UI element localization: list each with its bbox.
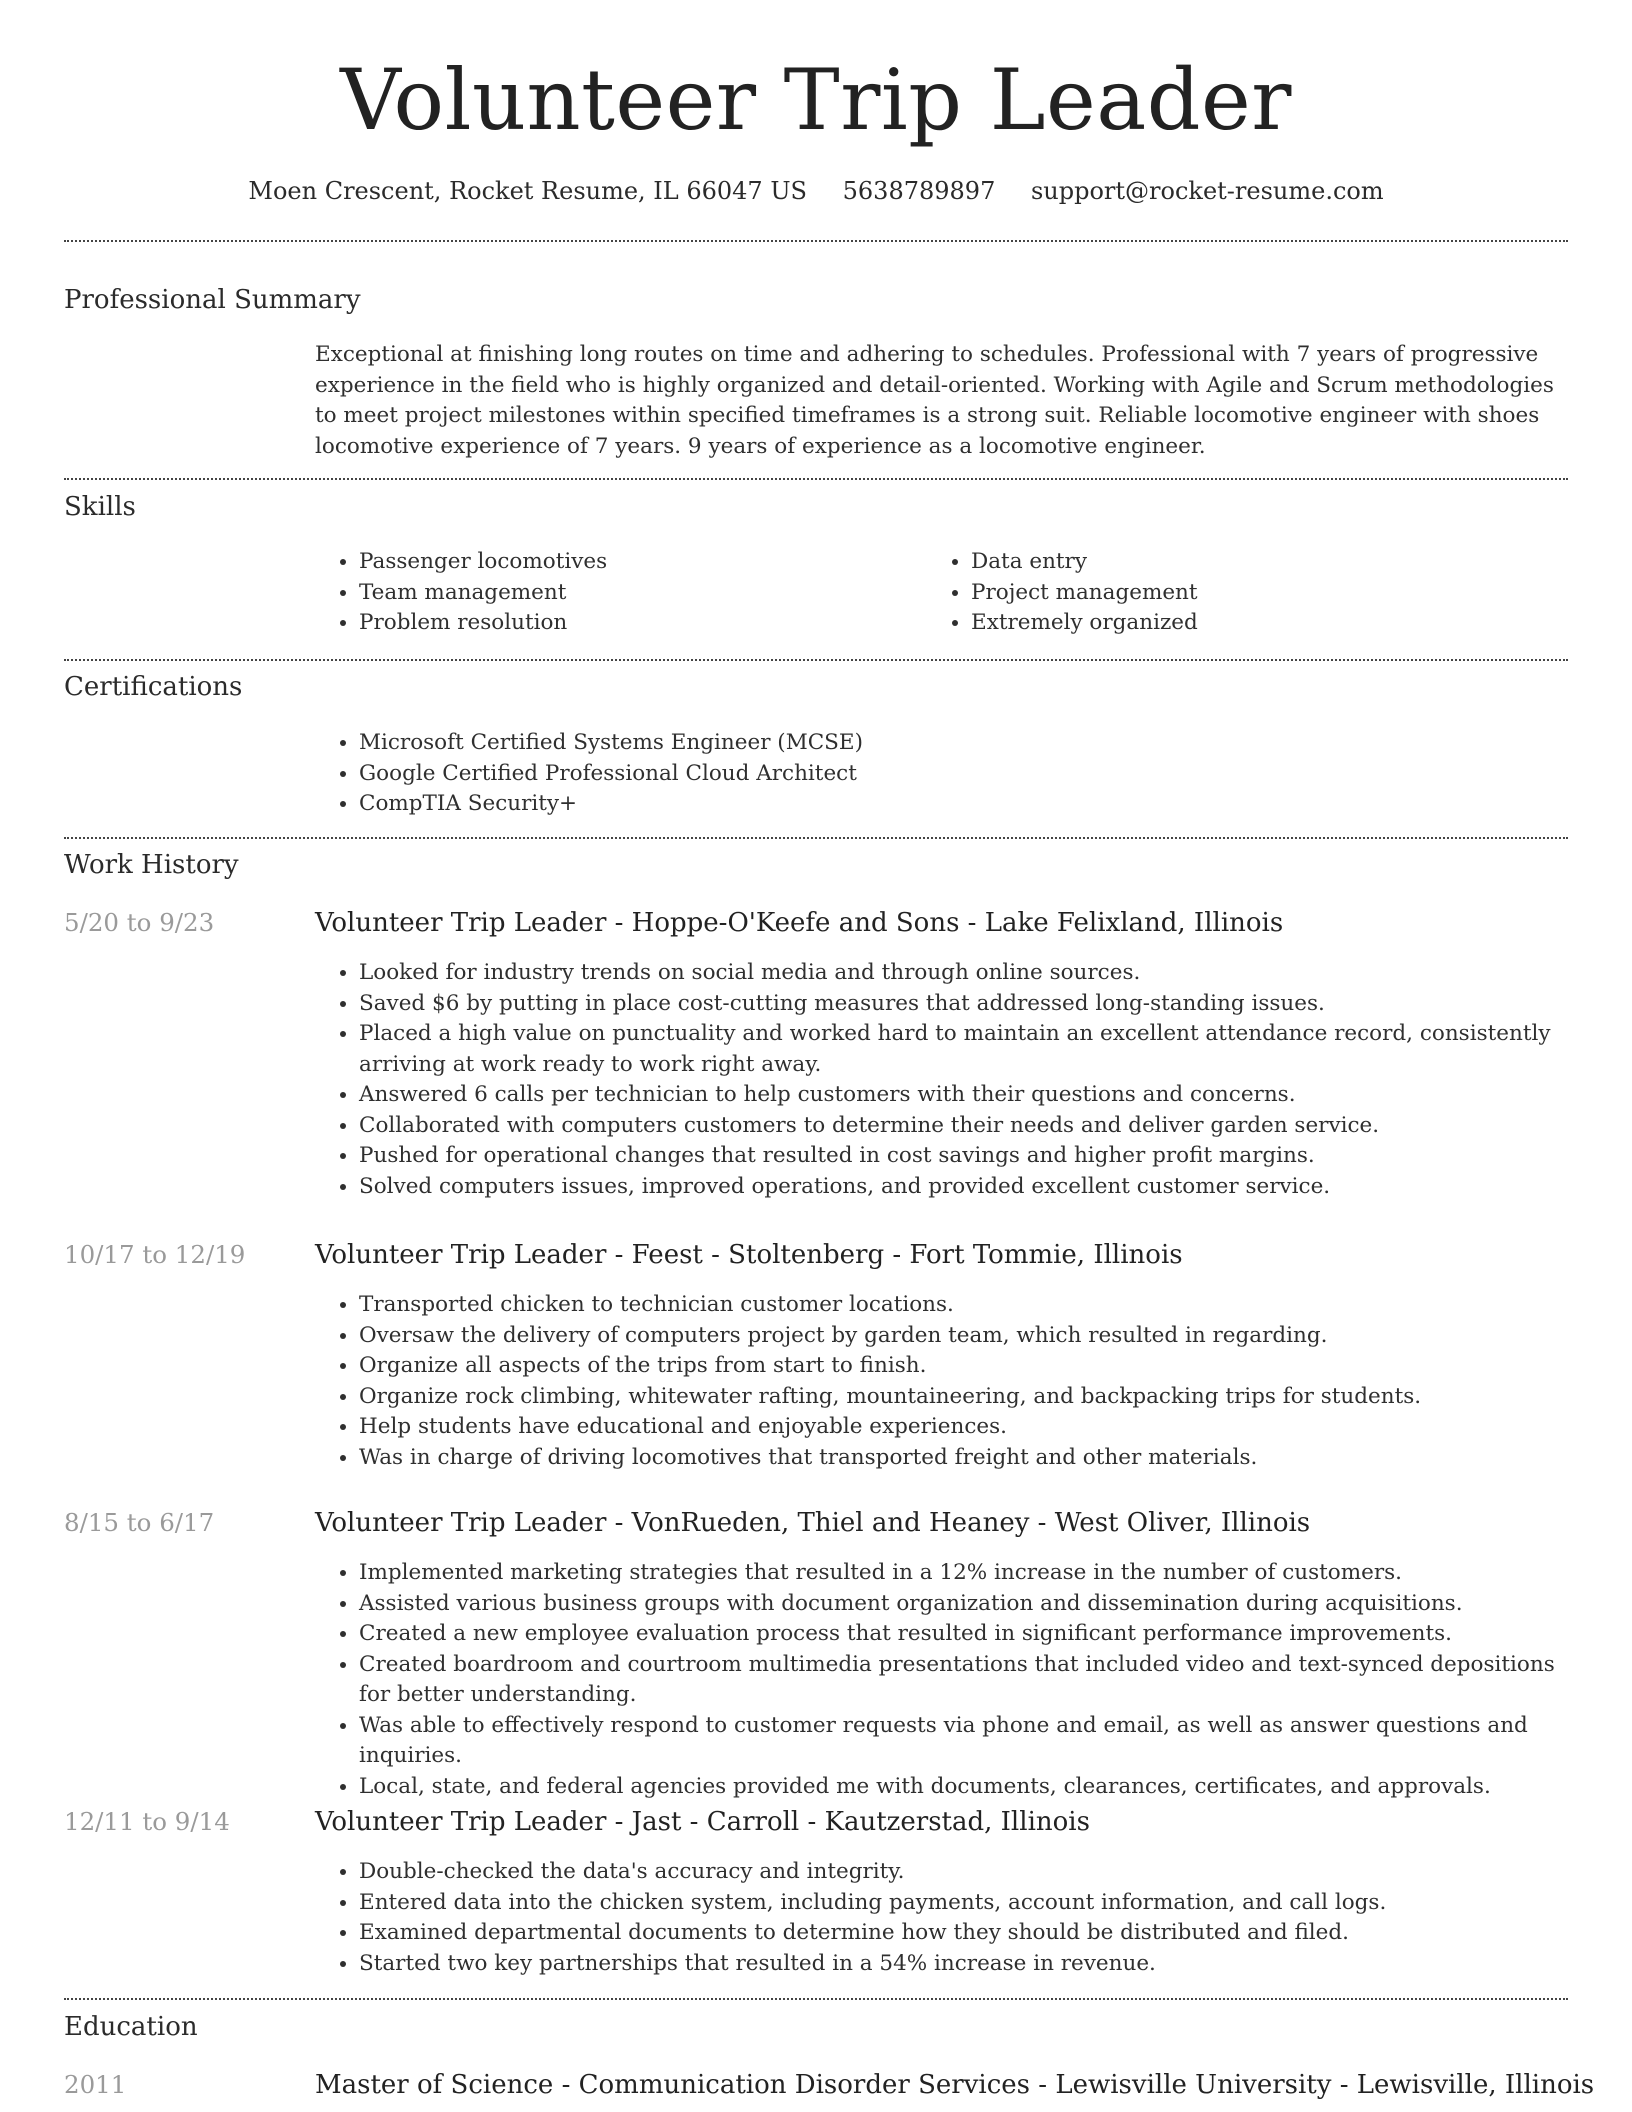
skill-item: • Problem resolution bbox=[359, 608, 607, 639]
job-bullets bbox=[315, 1857, 1569, 1979]
summary-text: Exceptional at finishing long routes on time and adhering to schedules. Professional with 7 years of progressive experience in the field who is highly organized and detail-oriented. Working with Agile and Scrum methodologies to meet project milestones within specified timeframes is a strong suit. Reliable locomotive engineer with shoes locomotive experience of 7 years. 9 years of experience as a locomotive engineer. bbox=[315, 342, 1554, 459]
certification-item: • Google Certified Professional Cloud Architect bbox=[359, 759, 863, 790]
certifications-heading: Certifications bbox=[64, 672, 243, 702]
job-bullet: • Implemented marketing strategies that resulted in a 12% increase in the number of customers. bbox=[359, 1558, 1569, 1589]
skills-heading: Skills bbox=[64, 492, 136, 522]
job-title: Volunteer Trip Leader - Jast - Carroll - Kautzerstad, Illinois bbox=[315, 1807, 1090, 1837]
job-bullet: • Assisted various business groups with document organization and dissemination during acquisitions. bbox=[359, 1589, 1569, 1620]
job-bullet: • Started two key partnerships that resulted in a 54% increase in revenue. bbox=[359, 1949, 1569, 1980]
job-dates: 8/15 to 6/17 bbox=[64, 1508, 215, 1537]
job-bullets bbox=[315, 958, 1569, 1202]
job-bullet: • Was in charge of driving locomotives that transported freight and other materials. bbox=[359, 1443, 1569, 1474]
job-bullet: • Double-checked the data's accuracy and integrity. bbox=[359, 1857, 1569, 1888]
job-dates: 10/17 to 12/19 bbox=[64, 1240, 246, 1269]
education-title: Master of Science - Communication Disorder Services - Lewisville University - Lewisville, Illinois bbox=[315, 2070, 1595, 2100]
education-heading: Education bbox=[64, 2012, 198, 2042]
skill-item: • Project management bbox=[971, 578, 1198, 609]
skills-list-right bbox=[927, 547, 1198, 639]
section-divider bbox=[64, 1998, 1568, 2000]
job-bullet: • Oversaw the delivery of computers project by garden team, which resulted in regarding. bbox=[359, 1321, 1569, 1352]
certifications-list bbox=[315, 728, 863, 820]
job-bullet: • Was able to effectively respond to customer requests via phone and email, as well as answer questions and inquiries. bbox=[359, 1711, 1569, 1772]
job-bullet: • Saved $6 by putting in place cost-cutting measures that addressed long-standing issues. bbox=[359, 989, 1569, 1020]
job-title: Volunteer Trip Leader - Feest - Stoltenberg - Fort Tommie, Illinois bbox=[315, 1240, 1183, 1270]
section-divider bbox=[64, 659, 1568, 661]
job-bullet: • Local, state, and federal agencies provided me with documents, clearances, certificates, and approvals. bbox=[359, 1772, 1569, 1803]
section-divider bbox=[64, 478, 1568, 480]
contact-line bbox=[0, 174, 1632, 208]
skill-item: • Passenger locomotives bbox=[359, 547, 607, 578]
job-bullet: • Help students have educational and enjoyable experiences. bbox=[359, 1412, 1569, 1443]
job-bullet: • Answered 6 calls per technician to help customers with their questions and concerns. bbox=[359, 1080, 1569, 1111]
skill-item: • Extremely organized bbox=[971, 608, 1198, 639]
job-bullet: • Placed a high value on punctuality and worked hard to maintain an excellent attendance record, consistently arriving at work ready to work right away. bbox=[359, 1019, 1569, 1080]
job-bullet: • Created a new employee evaluation process that resulted in significant performance improvements. bbox=[359, 1619, 1569, 1650]
summary-heading: Professional Summary bbox=[64, 285, 361, 315]
job-bullet: • Examined departmental documents to determine how they should be distributed and filed. bbox=[359, 1918, 1569, 1949]
skill-item: • Team management bbox=[359, 578, 607, 609]
work-history-heading: Work History bbox=[64, 850, 239, 880]
skill-item: • Data entry bbox=[971, 547, 1198, 578]
contact-email: support@rocket-resume.com bbox=[1030, 177, 1384, 205]
job-bullet: • Pushed for operational changes that resulted in cost savings and higher profit margins. bbox=[359, 1141, 1569, 1172]
job-bullet: • Transported chicken to technician customer locations. bbox=[359, 1290, 1569, 1321]
skills-list-left bbox=[315, 547, 607, 639]
section-divider bbox=[64, 837, 1568, 839]
job-bullets bbox=[315, 1290, 1569, 1473]
job-bullet: • Looked for industry trends on social media and through online sources. bbox=[359, 958, 1569, 989]
job-bullet: • Organize rock climbing, whitewater rafting, mountaineering, and backpacking trips for students. bbox=[359, 1382, 1569, 1413]
job-dates: 5/20 to 9/23 bbox=[64, 908, 215, 937]
job-title: Volunteer Trip Leader - Hoppe-O'Keefe and Sons - Lake Felixland, Illinois bbox=[315, 908, 1284, 938]
certification-item: • CompTIA Security+ bbox=[359, 789, 863, 820]
job-bullet: • Solved computers issues, improved operations, and provided excellent customer service. bbox=[359, 1172, 1569, 1203]
contact-phone: 5638789897 bbox=[842, 177, 996, 205]
certification-item: • Microsoft Certified Systems Engineer (MCSE) bbox=[359, 728, 863, 759]
job-title: Volunteer Trip Leader - VonRueden, Thiel and Heaney - West Oliver, Illinois bbox=[315, 1508, 1311, 1538]
job-bullets bbox=[315, 1558, 1569, 1802]
resume-name: Volunteer Trip Leader bbox=[340, 51, 1292, 149]
contact-address: Moen Crescent, Rocket Resume, IL 66047 US bbox=[248, 177, 807, 205]
education-year: 2011 bbox=[64, 2070, 127, 2099]
job-bullet: • Collaborated with computers customers to determine their needs and deliver garden service. bbox=[359, 1111, 1569, 1142]
job-bullet: • Created boardroom and courtroom multimedia presentations that included video and text-synced depositions for better understanding. bbox=[359, 1650, 1569, 1711]
job-bullet: • Organize all aspects of the trips from start to finish. bbox=[359, 1351, 1569, 1382]
job-dates: 12/11 to 9/14 bbox=[64, 1807, 230, 1836]
section-divider bbox=[64, 240, 1568, 242]
job-bullet: • Entered data into the chicken system, including payments, account information, and call logs. bbox=[359, 1888, 1569, 1919]
